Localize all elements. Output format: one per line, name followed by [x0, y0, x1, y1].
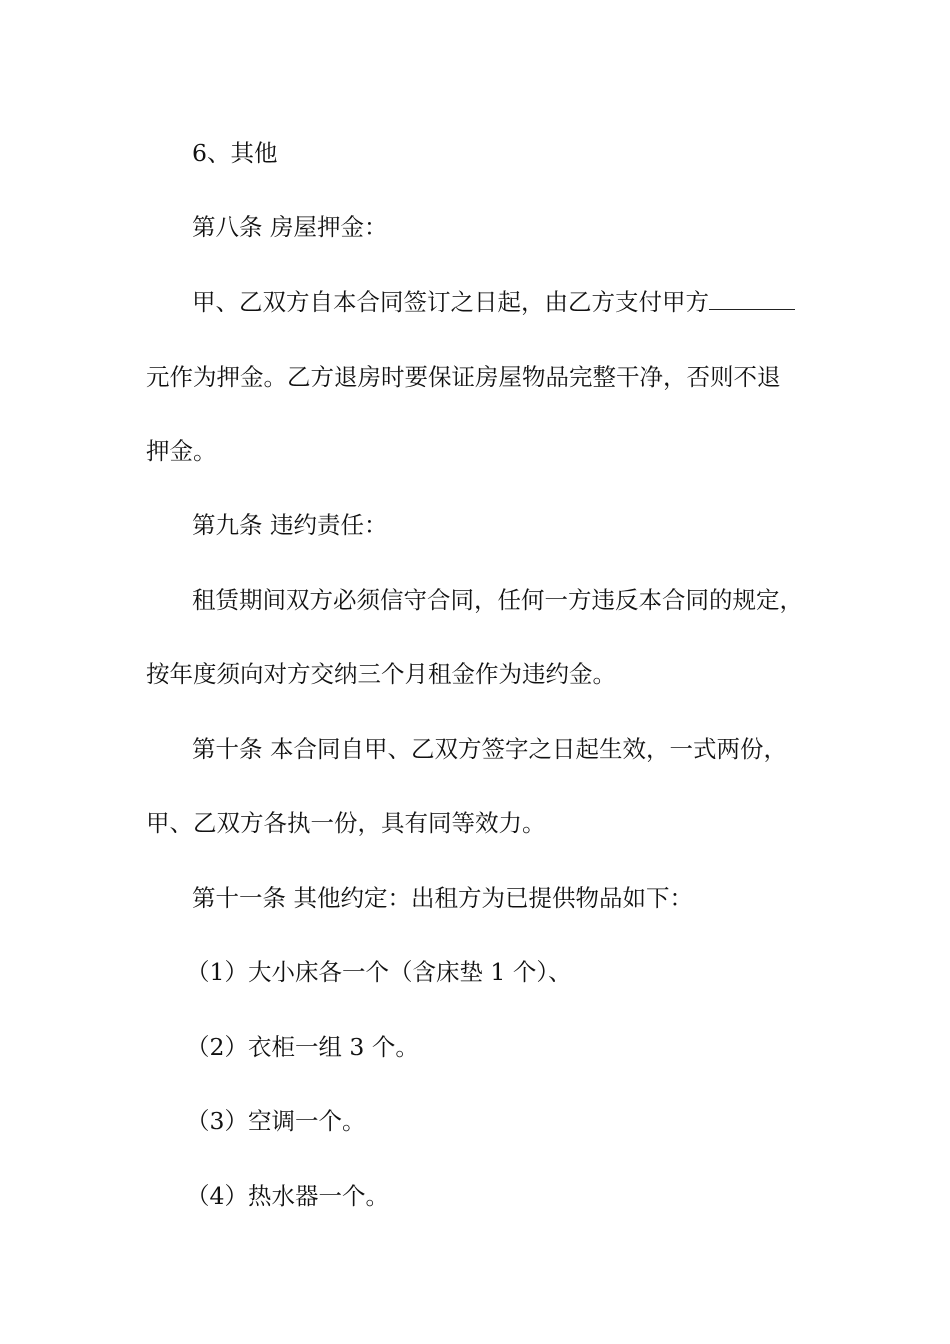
article-8-line-3: 押金。 [146, 437, 217, 465]
article-11-heading: 第十一条 其他约定：出租方为已提供物品如下： [192, 884, 693, 912]
article-9-heading: 第九条 违约责任： [192, 511, 388, 539]
list-item: （4）热水器一个。 [186, 1182, 389, 1210]
article-10-line-1: 第十条 本合同自甲、乙双方签字之日起生效，一式两份， [192, 735, 787, 763]
article-8-line-1-text: 甲、乙双方自本合同签订之日起，由乙方支付甲方 [192, 288, 709, 316]
deposit-amount-blank [709, 289, 795, 310]
article-9-line-2: 按年度须向对方交纳三个月租金作为违约金。 [146, 660, 616, 688]
article-8-line-1 [192, 287, 882, 317]
list-item: （3）空调一个。 [186, 1107, 366, 1135]
article-8-heading: 第八条 房屋押金： [192, 213, 388, 241]
list-item: （1）大小床各一个（含床垫 1 个）、 [186, 958, 572, 986]
article-9-line-1: 租赁期间双方必须信守合同，任何一方违反本合同的规定， [192, 586, 803, 614]
section-other: 6、其他 [192, 139, 278, 167]
article-10-line-2: 甲、乙双方各执一份，具有同等效力。 [146, 809, 546, 837]
list-item: （2）衣柜一组 3 个。 [186, 1033, 419, 1061]
article-8-line-2: 元作为押金。乙方退房时要保证房屋物品完整干净，否则不退 [146, 363, 781, 391]
